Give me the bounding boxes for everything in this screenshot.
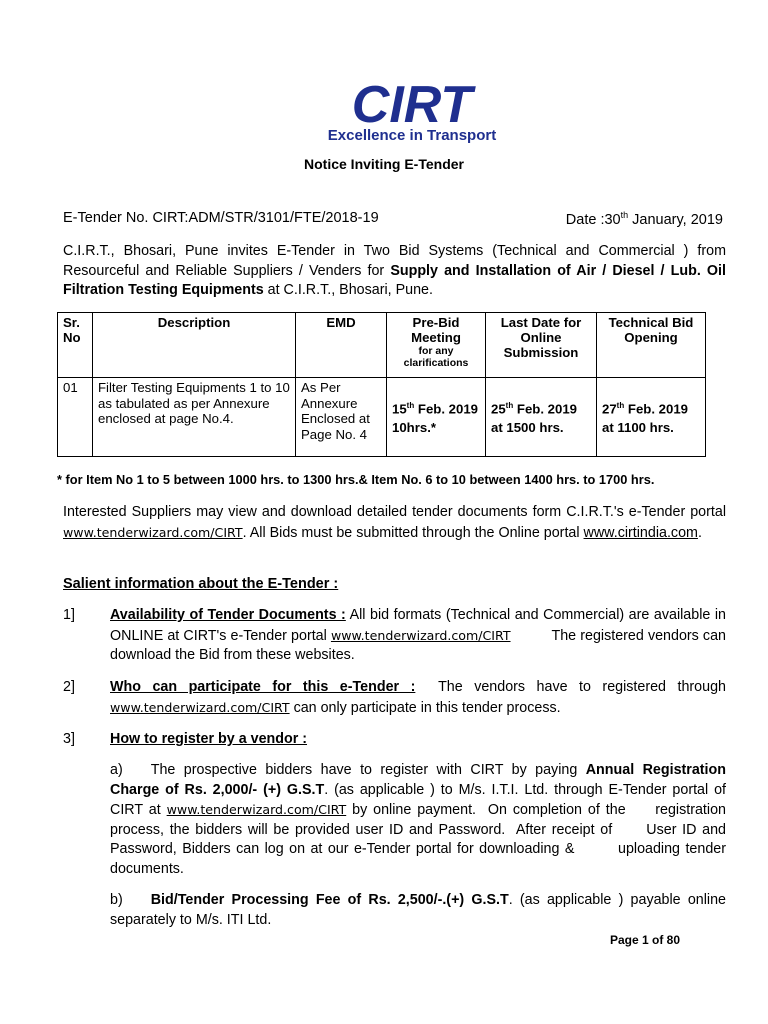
- tender-number: E-Tender No. CIRT:ADM/STR/3101/FTE/2018-19: [63, 210, 379, 226]
- list-item-participation: 2] Who can participate for this e-Tender : The vendors have to registered through www.tenderwizard.com/CIRT can only participate in this tender process.: [63, 679, 730, 716]
- table-footnote: * for Item No 1 to 5 between 1000 hrs. to 1300 hrs.& Item No. 6 to 10 between 1400 hrs. to 1700 hrs.: [57, 472, 655, 487]
- tender-header-row: [63, 210, 723, 226]
- salient-heading: Salient information about the E-Tender :: [63, 576, 339, 592]
- col-header-description: Description: [93, 313, 296, 378]
- tenderwizard-link[interactable]: www.tenderwizard.com/CIRT: [110, 699, 290, 715]
- col-header-lastdate: Last Date for Online Submission: [486, 313, 597, 378]
- logo-tagline: Excellence in Transport: [327, 127, 497, 144]
- cell-lastdate: 25th Feb. 2019 at 1500 hrs.: [486, 378, 597, 457]
- tender-date: Date :30th January, 2019: [565, 210, 723, 228]
- cell-techbid: 27th Feb. 2019 at 1100 hrs.: [597, 378, 706, 457]
- tenderwizard-link[interactable]: www.tenderwizard.com/CIRT: [63, 524, 243, 540]
- sub-item-a: a) The prospective bidders have to register with CIRT by paying Annual Registration Charge of Rs. 2,000/- (+) G.S.T. (as applicable ) to M/s. I.T.I. Ltd. through E-Tender portal of CIRT at www.tenderwizard.com/CIRT by online payment. On completion of the registration process, the bidders will be provided user ID and Password. After receipt of User ID and Password, Bidders can log on at our e-Tender portal for downloading & uploading tender documents.: [110, 762, 758, 877]
- cell-sr: 01: [58, 378, 93, 457]
- tenderwizard-link[interactable]: www.tenderwizard.com/CIRT: [330, 627, 511, 643]
- table-row: [58, 378, 706, 457]
- notice-title: Notice Inviting E-Tender: [304, 156, 464, 172]
- tender-schedule-table: [57, 312, 706, 457]
- cirtindia-link[interactable]: www.cirtindia.com: [583, 524, 698, 541]
- table-header-row: [58, 313, 706, 378]
- cirt-logo: [284, 80, 540, 144]
- cell-prebid: 15th Feb. 2019 10hrs.*: [387, 378, 486, 457]
- interest-paragraph: Interested Suppliers may view and download detailed tender documents form C.I.R.T.'s e-Tender portal www.tenderwizard.com/CIRT. All Bids must be submitted through the Online portal www.cirtindia.com.: [63, 504, 726, 541]
- list-item-availability: 1] Availability of Tender Documents : All bid formats (Technical and Commercial) are available in ONLINE at CIRT's e-Tender portal www.tenderwizard.com/CIRT The registered vendors can download the Bid from these websites.: [63, 607, 730, 663]
- logo-wordmark: CIRT: [351, 80, 473, 134]
- list-item-registration: 3] How to register by a vendor :: [63, 731, 308, 747]
- page-number: Page 1 of 80: [609, 933, 680, 947]
- cell-emd: As Per Annexure Enclosed at Page No. 4: [296, 378, 387, 457]
- intro-paragraph: C.I.R.T., Bhosari, Pune invites E-Tender in Two Bid Systems (Technical and Commercial ) from Resourceful and Reliable Suppliers / Venders for Supply and Installation of Air / Diesel / Lub. Oil Filtration Testing Equipments at C.I.R.T., Bhosari, Pune.: [63, 243, 726, 298]
- col-header-sr: Sr. No: [58, 313, 93, 378]
- sub-item-b: b) Bid/Tender Processing Fee of Rs. 2,500/-.(+) G.S.T. (as applicable ) payable online separately to M/s. ITI Ltd.: [110, 892, 726, 928]
- tenderwizard-link[interactable]: www.tenderwizard.com/CIRT: [166, 802, 347, 817]
- col-header-emd: EMD: [296, 313, 387, 378]
- col-header-techbid: Technical Bid Opening: [597, 313, 706, 378]
- cell-description: Filter Testing Equipments 1 to 10 as tabulated as per Annexure enclosed at page No.4.: [93, 378, 296, 457]
- col-header-prebid: Pre-Bid Meeting for any clarifications: [387, 313, 486, 378]
